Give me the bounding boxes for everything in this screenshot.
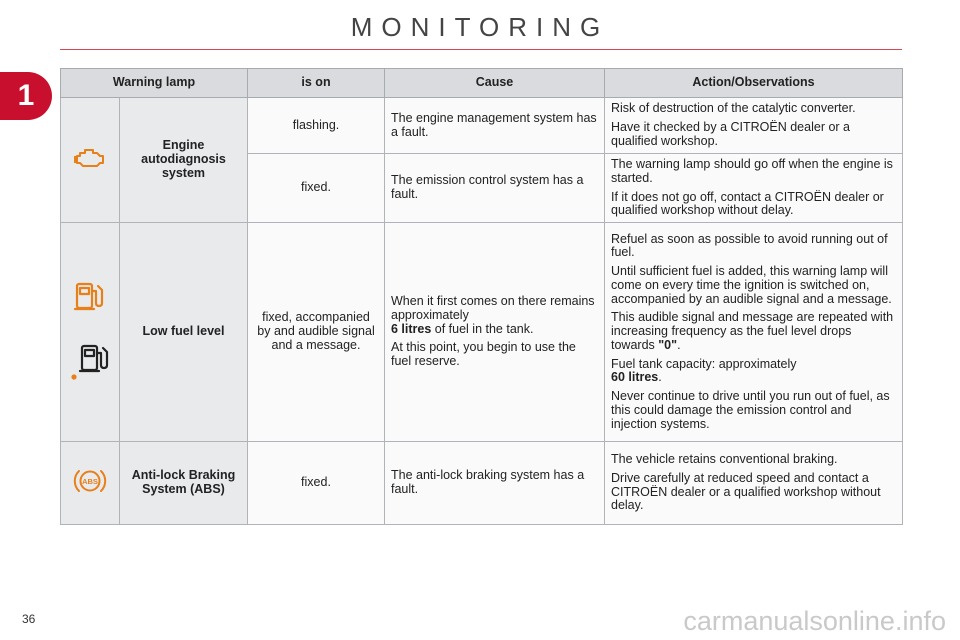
action-text-part: Fuel tank capacity: approximately [611,356,797,371]
action-text: Refuel as soon as possible to avoid running out of fuel. [611,231,888,260]
cause-text: The emission control system has a fault. [391,173,584,201]
abs-icon-label: ABS [82,477,98,487]
cause-text [391,295,598,336]
cause-text: The anti-lock braking system has a fault. [391,468,585,496]
engine-flashing-action [605,98,903,154]
engine-icon-cell [61,98,120,223]
fuel-icon-cell [61,223,120,442]
abs-cause [385,442,605,525]
cause-text-part: When it first comes on there remains approximately [391,294,595,322]
cause-text-part: of fuel in the tank. [431,321,534,336]
abs-lamp-name: Anti-lock Braking System (ABS) [120,442,248,525]
abs-icon-cell [61,442,120,525]
engine-flashing-state: flashing. [248,98,385,154]
header-action: Action/Observations [605,69,903,98]
abs-icon [72,466,108,500]
action-text [611,358,896,386]
fuel-pump-with-dot-icon [68,341,112,385]
warning-lamp-table [60,68,903,525]
fuel-pump-icon [73,279,107,317]
action-text [611,311,896,352]
engine-outline-icon [74,147,106,173]
header-is-on: is on [248,69,385,98]
table-header-row [61,69,903,98]
table-row [61,98,903,154]
action-text: Risk of destruction of the catalytic converter. [611,101,856,116]
action-quantity: 60 litres [611,370,659,385]
cause-text: At this point, you begin to use the fuel reserve. [391,340,576,369]
abs-state: fixed. [248,442,385,525]
fuel-action [605,223,903,442]
engine-lamp-name: Engine autodiagnosis system [120,98,248,223]
engine-fixed-action [605,154,903,223]
chapter-badge: 1 [0,72,52,120]
watermark: carmanualsonline.info [683,606,946,636]
fuel-lamp-name: Low fuel level [120,223,248,442]
fuel-cause [385,223,605,442]
engine-fixed-cause [385,154,605,223]
action-text: The vehicle retains conventional braking. [611,452,838,466]
action-text-part: . [658,370,662,385]
action-text: Drive carefully at reduced speed and contact a CITROËN dealer or a qualified workshop without delay. [611,470,881,513]
title-divider [60,49,902,50]
page-title: MONITORING [350,12,610,42]
abs-action [605,442,903,525]
action-text: Never continue to drive until you run out of fuel, as this could damage the emission control and injection systems. [611,389,890,431]
action-quantity: "0" [658,337,678,352]
table-row [61,223,903,442]
action-text-part: . [677,337,681,352]
engine-flashing-cause [385,98,605,154]
header-cause: Cause [385,69,605,98]
action-text-part: This audible signal and message are repeated with increasing frequency as the fuel level drops towards [611,310,894,352]
header-warning-lamp: Warning lamp [61,69,248,98]
action-text: If it does not go off, contact a CITROËN dealer or qualified workshop without delay. [611,189,884,218]
engine-fixed-state: fixed. [248,154,385,223]
action-text: The warning lamp should go off when the engine is started. [611,157,893,185]
cause-text: The engine management system has a fault. [391,110,597,139]
table-row [61,442,903,525]
page-number: 36 [22,612,36,626]
fuel-state: fixed, accompanied by and audible signal and a message. [248,223,385,442]
action-text: Until sufficient fuel is added, this warning lamp will come on every time the ignition is switched on, accompanied by an audible signal and a message. [611,264,892,306]
action-text: Have it checked by a CITROËN dealer or a qualified workshop. [611,120,850,148]
cause-quantity: 6 litres [391,321,432,336]
